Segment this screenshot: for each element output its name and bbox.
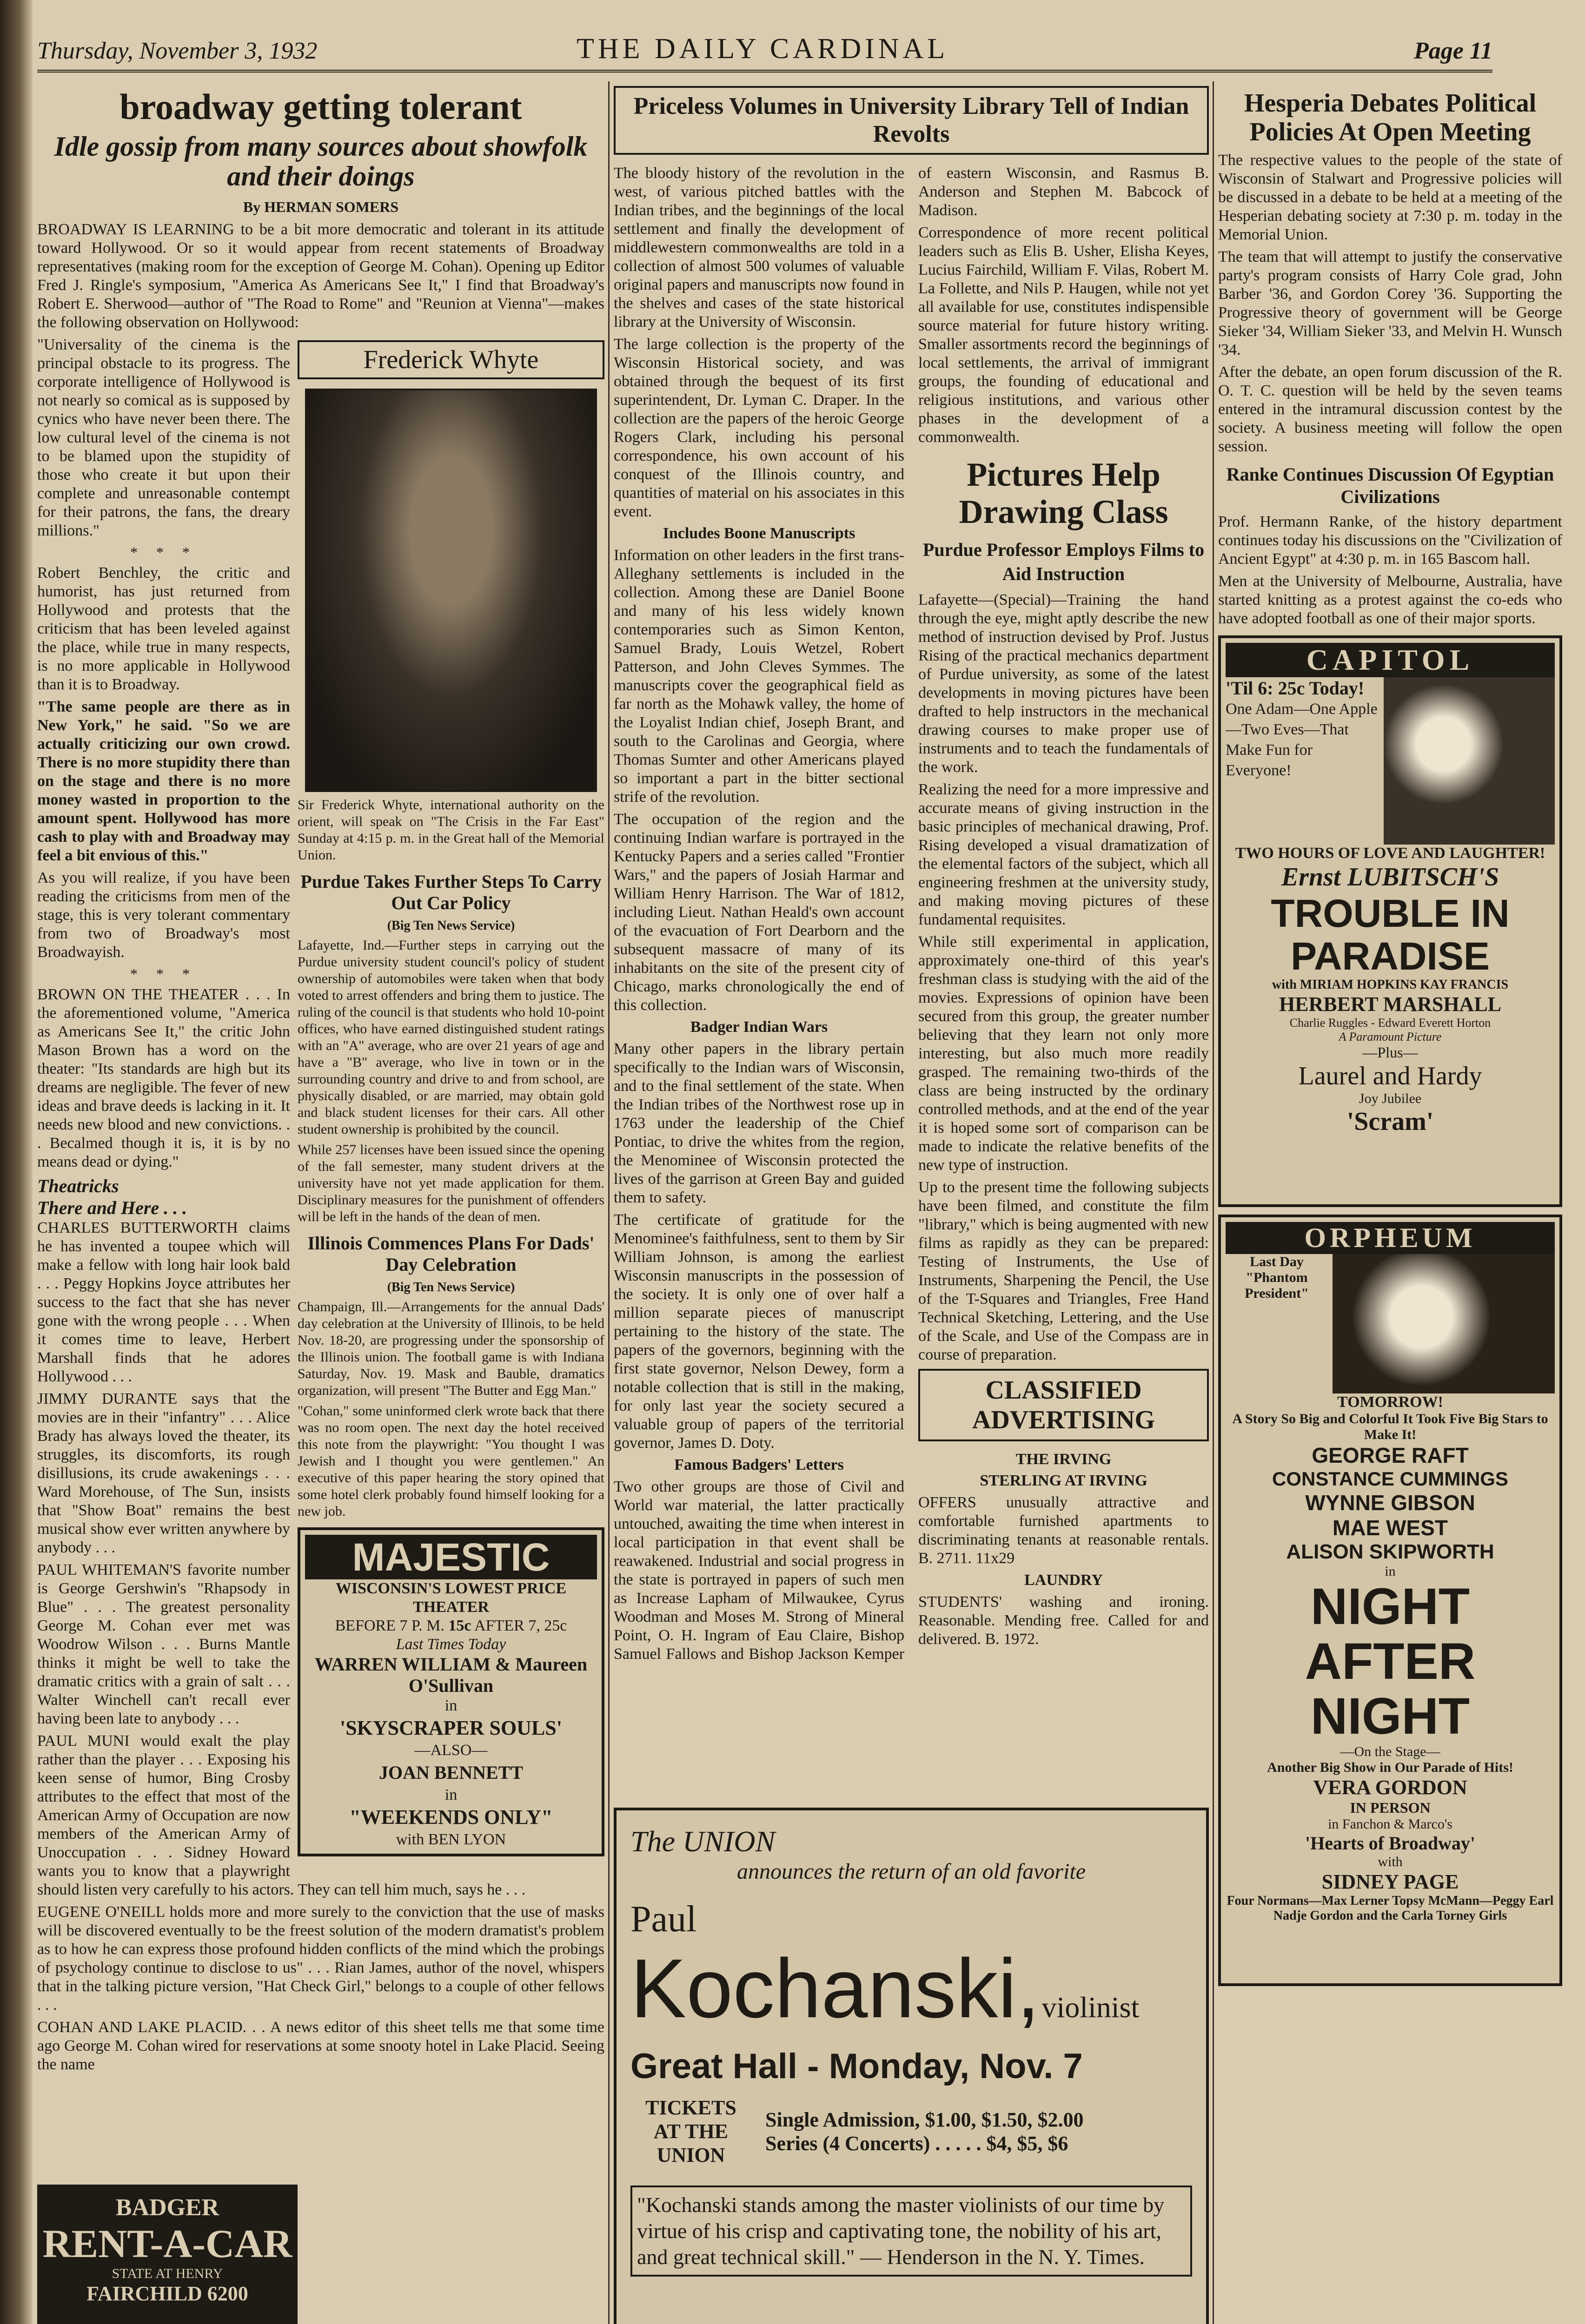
orpheum-last: Last Day "Phantom President" bbox=[1245, 1254, 1309, 1301]
article-paragraph: Prof. Hermann Ranke, of the history department continues today his discussions on the "Civilization of Ancient Egypt" at 4:30 p. m. in 165 Bascom hall. bbox=[1218, 513, 1562, 568]
column-middle bbox=[614, 81, 1209, 2324]
majestic-prices: BEFORE 7 P. M. 15c AFTER 7, 25c bbox=[335, 1617, 567, 1634]
majestic-last: Last Times Today bbox=[396, 1636, 506, 1653]
classified-header bbox=[918, 1369, 1209, 1441]
union-line1: The UNION bbox=[630, 1825, 776, 1858]
majestic-with: with BEN LYON bbox=[396, 1831, 506, 1848]
column-right bbox=[1218, 81, 1562, 2324]
volumes-subhead: Famous Badgers' Letters bbox=[674, 1456, 844, 1473]
orpheum-hearts: 'Hearts of Broadway' bbox=[1305, 1833, 1475, 1854]
cast-member: GEORGE RAFT bbox=[1312, 1443, 1469, 1467]
badger-rent-a-car-ad[interactable] bbox=[37, 2185, 298, 2324]
orpheum-extras: Four Normans—Max Lerner Topsy McMann—Peggy Earl Nadje Gordon and the Carla Torney Girls bbox=[1227, 1894, 1554, 1923]
classified-ad: STUDENTS' washing and ironing. Reasonable. Mending free. Called for and delivered. B. 1972. bbox=[918, 1593, 1209, 1648]
union-role: violinist bbox=[1041, 1991, 1140, 2024]
badger-line3: STATE AT HENRY bbox=[112, 2266, 223, 2281]
article-paragraph: PAUL WHITEMAN'S favorite number is George Gershwin's "Rhapsody in Blue" . . . The greatest personality George M. Cohan ever met was Woodrow Wilson . . . Burns Mantle thinks it might be well to take the dramatic critics with a grain of salt . . . Walter Winchell can't recall ever having been late to anybody . . . bbox=[37, 1561, 290, 1727]
article-paragraph: Lafayette—(Special)—Training the hand through the eye, might aptly describe the new method of instruction devised by Prof. Justus Rising of the practical mechanics department of Purdue university, as some of the latest developments in moving pictures have been drafted to help instructors in the mechanical drawing courses to make proper use of instruments and to teach the fundamentals of the work. bbox=[918, 591, 1209, 776]
union-series-price: Series (4 Concerts) . . . . . $4, $5, $6 bbox=[765, 2132, 1068, 2155]
article-paragraph: Lafayette, Ind.—Further steps in carrying out the Purdue university student council's policy of student ownership of automobiles were taken when that body voted to arrest offenders and bring them to justice. The ruling of the council is that students who hold 10-point offices, who have earned distinguished student ratings with an "A" average, who are over 21 years of age and have a "B" average, who live in town or in the surrounding country and drive to and from school, are physically disabled, or are married, may obtain gold and black student licenses for their cars. All other student ownership is prohibited by the council. bbox=[298, 938, 604, 1137]
orpheum-story: A Story So Big and Colorful It Took Five Big Stars to Make It! bbox=[1232, 1411, 1548, 1442]
illinois-headline: Illinois Commences Plans For Dads' Day Celebration bbox=[307, 1233, 595, 1275]
article-paragraph: Up to the present time the following subjects have been filmed, and constitute the film "library," which is being augmented with new films as rapidly as they can be prepared: Testing of Instruments, the Use of Instruments, Sharpening the Pencil, the Use of the T-Squares and Triangles, Free Hand Technical Sketching, Lettering, and the Use of the Scale, and Use of the Compass are in course of preparation. bbox=[918, 1179, 1209, 1363]
news-service: (Big Ten News Service) bbox=[387, 1280, 515, 1294]
majestic-star2: JOAN BENNETT bbox=[378, 1762, 524, 1783]
orpheum-person: IN PERSON bbox=[1350, 1799, 1431, 1816]
cast-member: MAE WEST bbox=[1333, 1516, 1448, 1540]
classified-title: CLASSIFIED bbox=[985, 1376, 1142, 1405]
union-tickets: TICKETS AT THE UNION bbox=[645, 2096, 736, 2166]
orpheum-tomorrow: TOMORROW! bbox=[1337, 1393, 1443, 1411]
capitol-comedy-sub: Joy Jubilee bbox=[1359, 1091, 1422, 1106]
orpheum-cast bbox=[1226, 1443, 1555, 1564]
capitol-photo bbox=[1384, 677, 1555, 845]
orpheum-sidney: SIDNEY PAGE bbox=[1321, 1870, 1459, 1893]
volumes-subhead: Badger Indian Wars bbox=[690, 1018, 828, 1036]
column-rule bbox=[608, 81, 610, 2324]
orpheum-promo bbox=[1226, 1254, 1555, 1393]
there-and-here-heading: There and Here . . . bbox=[37, 1197, 187, 1218]
column-rule bbox=[1213, 81, 1214, 2324]
article-paragraph: As you will realize, if you have been reading the criticisms from men of the stage, this is very tolerant commentary from two of Broadway's most Broadwayish. bbox=[37, 869, 290, 961]
union-quote: "Kochanski stands among the master violinists of our time by virtue of his crisp and captivating tone, the nobility of his art, and great technical skill." — Henderson in the N. Y. Times. bbox=[630, 2185, 1192, 2277]
classified-heading: THE IRVING bbox=[1015, 1451, 1112, 1468]
middle-two-column-body bbox=[614, 164, 1209, 1800]
cast-member: ALISON SKIPWORTH bbox=[1286, 1540, 1494, 1563]
union-first-name: Paul bbox=[630, 1899, 697, 1940]
broadway-headline: broadway getting tolerant bbox=[119, 86, 522, 127]
theatricks-heading: Theatricks bbox=[37, 1175, 119, 1196]
page-binding bbox=[0, 0, 33, 2324]
orpheum-name: ORPHEUM bbox=[1226, 1222, 1555, 1254]
article-paragraph: While still experimental in application, approximately one-third of this year's freshman class is studying with the aid of the movies. Expressions of opinion have been secured from this group, the greater number believing that they learn not only more interesting, but also much more readily grasped. The remaining two-thirds of the class are being instructed by the ordinary controlled methods, and at the end of the year it is hoped some sort of comparison can be made to indicate the relative benefits of the new type of instruction. bbox=[918, 933, 1209, 1174]
majestic-tagline: WISCONSIN'S LOWEST PRICE THEATER bbox=[335, 1580, 567, 1616]
badger-line1: BADGER bbox=[115, 2194, 219, 2221]
article-paragraph: PAUL MUNI would exalt the play rather than the player . . . Exposing his keen sense of humor, Bing Crosby attributes to the effect that most of the American Army of Occupation are now members of the American Army of Unoccupation . . . Sidney Howard wants you to know that a playwright should listen very carefully to his actors. They can tell him much, says he . . . bbox=[37, 1732, 526, 1898]
article-paragraph: Many other papers in the library pertain specifically to the Indian wars of Wisconsin, and to the final settlement of the state. When the Indian tribes of the Northwest rose up in 1763 under the leadership of the Chief Pontiac, to drive the whites from the region, the Menominee of Wisconsin protected the lives of the garrison at Green Bay and guided them to safety. bbox=[614, 1040, 904, 1206]
volumes-subhead: Includes Boone Manuscripts bbox=[663, 525, 856, 542]
capitol-support: Charlie Ruggles - Edward Everett Horton bbox=[1289, 1016, 1491, 1030]
union-name: Kochanski, bbox=[630, 1942, 1040, 2035]
divider-stars: * * * bbox=[130, 544, 197, 561]
purdue-cars-headline: Purdue Takes Further Steps To Carry Out Car Policy bbox=[300, 871, 602, 913]
capitol-tagline-block bbox=[1226, 677, 1379, 845]
whyte-photo bbox=[305, 389, 597, 792]
union-tickets-row bbox=[630, 2096, 1192, 2167]
orpheum-show: Another Big Show in Our Parade of Hits! bbox=[1267, 1760, 1513, 1775]
paper-title: THE DAILY CARDINAL bbox=[577, 33, 949, 65]
majestic-ad[interactable] bbox=[298, 1527, 604, 1856]
orpheum-photo bbox=[1333, 1254, 1555, 1393]
column-left bbox=[37, 81, 604, 2324]
article-paragraph: Men at the University of Melbourne, Australia, have started knitting as a protest against the co-eds who have adopted football as one of their major sports. bbox=[1218, 573, 1562, 627]
news-service: (Big Ten News Service) bbox=[387, 918, 515, 933]
orpheum-in: in bbox=[1385, 1564, 1396, 1579]
orpheum-vera: VERA GORDON bbox=[1313, 1776, 1467, 1799]
union-line2: announces the return of an old favorite bbox=[736, 1859, 1086, 1884]
ranke-headline: Ranke Continues Discussion Of Egyptian Civilizations bbox=[1226, 464, 1554, 507]
majestic-also: —ALSO— bbox=[414, 1742, 488, 1759]
classified-heading: STERLING AT IRVING bbox=[980, 1472, 1147, 1489]
majestic-film2: "WEEKENDS ONLY" bbox=[349, 1806, 553, 1829]
article-paragraph: While 257 licenses have been issued since the opening of the fall semester, many student drivers at the university have not yet made application for them. Disciplinary measures for the punishment of offenders will be left in the hands of the dean of men. bbox=[298, 1142, 604, 1224]
whyte-caption: Sir Frederick Whyte, international authority on the orient, will speak on "The Crisis in the Far East" Sunday at 4:15 p. m. in the Great hall of the Memorial Union. bbox=[298, 797, 604, 863]
majestic-film1: 'SKYSCRAPER SOULS' bbox=[339, 1717, 562, 1739]
capitol-comedy-title: 'Scram' bbox=[1346, 1107, 1434, 1136]
whyte-label: Frederick Whyte bbox=[298, 340, 604, 379]
volumes-headline: Priceless Volumes in University Library Tell of Indian Revolts bbox=[614, 86, 1209, 155]
hesperia-headline: Hesperia Debates Political Policies At Open Meeting bbox=[1244, 89, 1537, 146]
orpheum-ad[interactable] bbox=[1218, 1215, 1562, 1986]
article-paragraph: Information on other leaders in the first trans-Alleghany settlements is included in the collection. Among these are Daniel Boone and many of his less widely known contemporaries such as Simon Kenton, Samuel Brady, Louis Wetzel, Robert Patterson, and John Cleves Symmes. The manuscripts cover the geographical field as far north as the Mohawk valley, the home of the Loyalist Indian chief, Joseph Brant, and south to the Carolinas and Georgia, where Thomas Sumter and other Americans played so important a part in the bitter sectional strife of the revolution. bbox=[614, 547, 904, 805]
article-paragraph: The certificate of gratitude for the Menominee's faithfulness, sent to them by Sir William Johnson, is among the earliest Wisconsin manuscripts in the possession of the society. It is only one of over half a million separate pieces of manuscript pertaining to the history of the state. The papers of the governors, beginning with the first state governor, Nelson Dewey, form a notable collection that is still in the making, for only last year the society secured a valuable group of papers of the territorial governor, James D. Doty. bbox=[614, 1211, 904, 1452]
badger-line4: FAIRCHILD 6200 bbox=[86, 2282, 248, 2305]
union-kochanski-ad[interactable] bbox=[614, 1808, 1209, 2324]
article-paragraph: CHARLES BUTTERWORTH claims he has invented a toupee which will make a fellow with long hair look bald . . . Peggy Hopkins Joyce attributes her success to the fact that she has never gone with the wrong people . . . When it comes time to leave, Herbert Marshall finds that he adores Hollywood . . . bbox=[37, 1219, 290, 1385]
divider-stars: * * * bbox=[130, 965, 197, 982]
union-single-price: Single Admission, $1.00, $1.50, $2.00 bbox=[765, 2108, 1084, 2131]
union-venue: Great Hall - Monday, Nov. 7 bbox=[630, 2047, 1083, 2086]
union-prices bbox=[765, 2108, 1084, 2155]
masthead bbox=[37, 33, 1492, 73]
article-paragraph: EUGENE O'NEILL holds more and more surely to the conviction that the use of masks will be discovered eventually to be the freest solution of the modern dramatist's problem as to how he can express those profound hidden conflicts of the mind which the probings of psychology continue to disclose to us" . . . Rian James, author of the novel, whispers that in the talking picture version, "Hat Check Girl," belongs to a couple of other fellows . . . bbox=[37, 1903, 604, 2014]
capitol-name: CAPITOL bbox=[1226, 643, 1555, 677]
article-paragraph: "Universality of the cinema is the principal obstacle to its progress. The corporate intelligence of Hollywood is not nearly so comical as is supposed by cynics who have never been there. The low cultural level of the cinema is not to be blamed upon the stupidity of those who create it but upon their complete and unreasonable contempt for their patrons, the fans, the dreary millions." bbox=[37, 336, 290, 539]
article-paragraph: The bloody history of the revolution in the west, of various pitched battles with the Indian tribes, and the beginnings of the local settlement and finally the development of middlewestern commonwealths are told in a collection of almost 500 volumes of valuable original papers and manuscripts now found in the shelves and cases of the state historical library at the University of Wisconsin. bbox=[614, 165, 904, 330]
classified-ad: OFFERS unusually attractive and comfortable furnished apartments to discriminating tenants at reasonable rentals. B. 2711. 11x29 bbox=[918, 1494, 1209, 1567]
article-paragraph: The occupation of the region and the continuing Indian warfare is portrayed in the Kentucky Papers and a series called "Frontier Wars," and the papers of Josiah Harmar and William Henry Harrison. The War of 1812, including Lieut. Nathan Heald's own account of the evacuation of Fort Dearborn and the subsequent massacre of many of its inhabitants on the site of the present city of Chicago, marks chronologically the end of this collection. bbox=[614, 811, 904, 1014]
capitol-director: Ernst LUBITSCH'S bbox=[1281, 863, 1499, 891]
capitol-promo bbox=[1226, 677, 1555, 845]
cast-member: WYNNE GIBSON bbox=[1305, 1491, 1475, 1515]
capitol-title: TROUBLE IN PARADISE bbox=[1271, 891, 1510, 978]
article-paragraph: Robert Benchley, the critic and humorist, has just returned from Hollywood and protests that the criticism that has been leveled against the place, while true in many respects, is no more applicable in Hollywood than it is to Broadway. bbox=[37, 564, 290, 693]
whyte-photo-block bbox=[298, 336, 604, 1864]
article-paragraph: BROWN ON THE THEATER . . . In the aforementioned volume, "America as Americans See It," the critic John Mason Brown has a word on the theater: "Its standards are high but its dreams are negligible. The fever of new ideas and brave deeds is lacking in it. It needs new blood and new convictions. . . Becalmed though it is, it is by no means dead or dying." bbox=[37, 986, 290, 1170]
article-paragraph: Two other groups are those of Civil and World war material, the latter practically untouched, awaiting the time when interest in local participation in that event shall be reawakened. Industrial and social progress in the state is portrayed in papers of such men as Increase Lapham of Milwaukee, Cyrus Woodman and Moses M. Strong of Mineral Point, O. H. Ingram of Eau Claire, Bishop Samuel Fallows and Bishop Jackson Kemper of eastern Wisconsin, and Rasmus B. Anderson and Stephen M. Babcock of Madison. bbox=[614, 165, 1209, 1663]
article-paragraph: "The same people are there as in New York," he said. "So we are actually criticizing our own crowd. There is no more stupidity there than on the stage and there is no more money wasted in proportion to the amount spent. Hollywood has more cash to play with and Broadway may feel a bit envious of this." bbox=[37, 698, 290, 864]
page-number: Page 11 bbox=[1414, 38, 1492, 64]
capitol-with: with MIRIAM HOPKINS KAY FRANCIS bbox=[1272, 977, 1509, 992]
broadway-subhead: Idle gossip from many sources about showfolk and their doings bbox=[54, 131, 588, 191]
pictures-headline1: Pictures Help bbox=[967, 456, 1161, 493]
article-paragraph: Realizing the need for a more impressive and accurate means of giving instruction in the basic principles of mechanical drawing, Prof. Rising developed a visual dramatization of the elemental factors of the subject, which all engineering freshmen at the university study, and making moving pictures of these fundamental requisites. bbox=[918, 781, 1209, 928]
capitol-tag: One Adam—One Apple—Two Eves—That Make Fun for Everyone! bbox=[1226, 700, 1378, 779]
capitol-studio: A Paramount Picture bbox=[1339, 1030, 1442, 1043]
union-name-row bbox=[630, 1941, 1192, 2037]
orpheum-fanchon: in Fanchon & Marco's bbox=[1328, 1816, 1452, 1832]
article-paragraph: Champaign, Ill.—Arrangements for the annual Dads' day celebration at the University of Illinois, to be held Nov. 18-20, are progressing under the sponsorship of the Illinois union. The football game is with Indiana Saturday, Nov. 19. Mask and Bauble, dramatics organization, will present "The Butter and Egg Man." bbox=[298, 1299, 604, 1398]
majestic-in: in bbox=[444, 1697, 458, 1714]
article-paragraph: After the debate, an open forum discussion of the R. O. T. C. question will be held by the seven teams entered in the intramural discussion contest by the society. A business meeting will follow the open session. bbox=[1218, 363, 1562, 455]
article-paragraph: COHAN AND LAKE PLACID. . . A news editor of this sheet tells me that some time ago George M. Cohan wired for reservations at some snooty hotel in Lake Placid. Seeing the name bbox=[37, 2019, 604, 2073]
majestic-name: MAJESTIC bbox=[305, 1535, 597, 1579]
capitol-ad[interactable] bbox=[1218, 635, 1562, 1207]
pictures-headline2: Drawing Class bbox=[959, 493, 1168, 530]
majestic-in: in bbox=[444, 1786, 458, 1803]
orpheum-film: NIGHT AFTER NIGHT bbox=[1305, 1578, 1476, 1745]
capitol-hours: TWO HOURS OF LOVE AND LAUGHTER! bbox=[1235, 845, 1545, 862]
capitol-plus: —Plus— bbox=[1362, 1044, 1418, 1061]
article-paragraph: The large collection is the property of the Wisconsin Historical society, and was obtained through the bequest of its first superintendent, Dr. Lyman C. Draper. In the collection are the papers of the heroic George Rogers Clark, including his personal correspondence, his own account of his conquest of the Illinois country, and quantities of material on his associates in this event. bbox=[614, 336, 904, 520]
capitol-comedy: Laurel and Hardy bbox=[1298, 1062, 1482, 1090]
article-paragraph: Correspondence of more recent political leaders such as Elis B. Usher, Elisha Keyes, Lucius Fairchild, William F. Vilas, Robert M. La Follette, and Nils P. Haugen, while not yet all available for use, constitutes indispensible source material for future history writing. Smaller assortments record the beginnings of local settlements, the arrival of immigrant groups, the founding of educational and religious institutions, and various other phases in the development of a commonwealth. bbox=[918, 224, 1209, 446]
orpheum-with: with bbox=[1378, 1854, 1403, 1869]
badger-line2: RENT-A-CAR bbox=[42, 2221, 292, 2266]
majestic-star1: WARREN WILLIAM & Maureen O'Sullivan bbox=[314, 1654, 588, 1696]
article-paragraph: The team that will attempt to justify the conservative party's program consists of Harry Cole grad, John Barber '36, and Gordon Corey '36. Supporting the Progressive theory of government will be George Sieker '34, William Sieker '33, and Melvin H. Wunsch '34. bbox=[1218, 248, 1562, 358]
capitol-till: 'Til 6: 25c Today! bbox=[1226, 678, 1365, 699]
capitol-star: HERBERT MARSHALL bbox=[1279, 993, 1502, 1016]
issue-date: Thursday, November 3, 1932 bbox=[37, 38, 318, 64]
cast-member: CONSTANCE CUMMINGS bbox=[1272, 1468, 1508, 1490]
byline: By HERMAN SOMERS bbox=[243, 198, 399, 215]
pictures-subhead: Purdue Professor Employs Films to Aid Instruction bbox=[922, 539, 1205, 584]
orpheum-stage: —On the Stage— bbox=[1340, 1744, 1440, 1759]
classified-title: ADVERTISING bbox=[972, 1406, 1155, 1434]
article-paragraph: The respective values to the people of the state of Wisconsin of Stalwart and Progressive policies will be discussed in a debate to be held at a meeting of the Hesperian debating society at 7:30 p. m. today in the Memorial Union. bbox=[1218, 152, 1562, 243]
article-paragraph: "Cohan," some uninformed clerk wrote back that there was no room open. The next day the hotel received this note from the playwright: "You thought I was Jewish and I thought you were gentlemen." An executive of this paper hearing the story opined that some hotel clerk probably found himself looking for a new job. bbox=[298, 1403, 604, 1519]
article-paragraph: BROADWAY IS LEARNING to be a bit more democratic and tolerant in its attitude toward Hollywood. Or so it would appear from recent statements of Broadway representatives (making room for the exception of George M. Cohan). Opening up Editor Fred J. Ringle's symposium, "America As Americans See It," I find that Broadway's Robert E. Sherwood—author of "The Road to Rome" and "Reunion at Vienna"—makes the following observation on Hollywood: bbox=[37, 221, 604, 331]
classified-heading: LAUNDRY bbox=[1024, 1571, 1103, 1589]
article-paragraph: JIMMY DURANTE says that the movies are in their "infantry" . . . Alice Brady has always loved the theater, its struggles, its discomforts, its rough disillusions, its crude awakenings . . . Ward Morehouse, of The Sun, insists that "Show Boat" remains the best musical show ever written anywhere by anybody . . . bbox=[37, 1390, 290, 1556]
